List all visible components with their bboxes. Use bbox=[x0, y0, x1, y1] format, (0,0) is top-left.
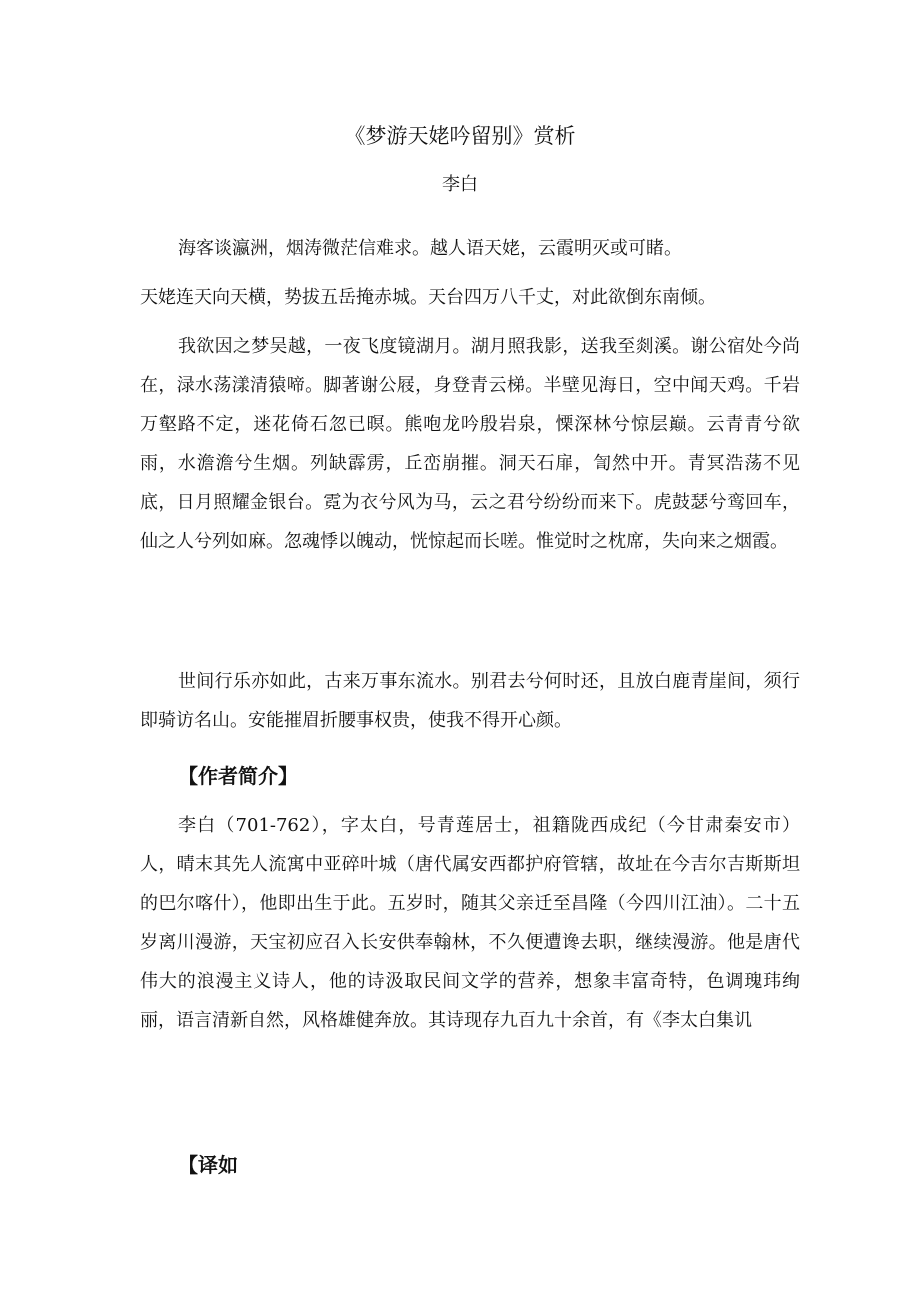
author-intro-heading: 【作者简介】 bbox=[178, 764, 298, 788]
author-intro-text: 李白（701-762），字太白，号青莲居士，祖籍陇西成纪（今甘肃秦安市）人，晴末其先人流寓中亚碎叶城（唐代属安西都护府管辖，故址在今吉尔吉斯斯坦的巴尔喀什），他即出生于此。五岁时，随其父亲迁至昌隆（今四川江油）。二十五岁离川漫游，天宝初应召入长安供奉翰林，不久便遭谗去职，继续漫游。他是唐代伟大的浪漫主义诗人，他的诗汲取民间文学的营养，想象丰富奇特，色调瑰玮绚丽，语言清新自然，风格雄健奔放。其诗现存九百九十余首，有《李太白集讥 bbox=[140, 815, 800, 1031]
document-title: 《梦游天姥吟留别》赏析 bbox=[344, 124, 576, 148]
poem-line-1: 海客谈瀛洲，烟涛微茫信难求。越人语天姥，云霞明灭或可睹。 bbox=[178, 238, 682, 259]
poem-author: 李白 bbox=[442, 174, 478, 195]
poem-line-2: 天姥连天向天横，势拔五岳掩赤城。天台四万八千丈，对此欲倒东南倾。 bbox=[140, 287, 716, 308]
poem-stanza-dream: 我欲因之梦吴越，一夜飞度镜湖月。湖月照我影，送我至剡溪。谢公宿处今尚在，渌水荡漾清猿啼。脚著谢公屐，身登青云梯。半壁见海日，空中闻天鸡。千岩万壑路不定，迷花倚石忽已暝。熊咆龙吟殷岩泉，慄深林兮惊层巅。云青青兮欲雨，水澹澹兮生烟。列缺霹雳，丘峦崩摧。洞天石扉，訇然中开。青冥浩荡不见底，日月照耀金银台。霓为衣兮风为马，云之君兮纷纷而来下。虎鼓瑟兮鸾回车，仙之人兮列如麻。忽魂悸以魄动，恍惊起而长嗟。惟觉时之枕席，失向来之烟霞。 bbox=[140, 336, 800, 552]
translation-heading: 【译如 bbox=[178, 1153, 238, 1177]
poem-stanza-ending: 世间行乐亦如此，古来万事东流水。别君去兮何时还，且放白鹿青崖间，须行即骑访名山。安能摧眉折腰事权贵，使我不得开心颜。 bbox=[140, 671, 800, 731]
